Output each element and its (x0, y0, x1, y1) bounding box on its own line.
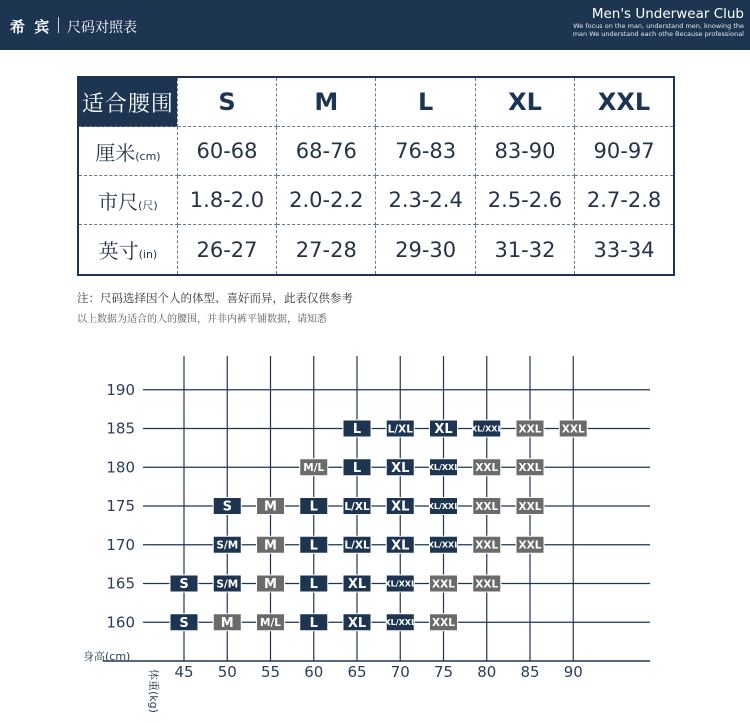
y-tick-label: 160 (106, 613, 135, 632)
size-cell-label: M/L (260, 617, 281, 630)
table-cell: 1.8-2.0 (177, 176, 276, 225)
y-tick-label: 175 (106, 497, 135, 515)
size-cell-label: XXL (475, 500, 499, 513)
size-cell-label: L (309, 577, 318, 593)
table-cell: 31-32 (475, 225, 574, 275)
table-cell: 83-90 (475, 127, 574, 176)
size-cell-label: L/XL (344, 539, 370, 552)
table-cell: 2.3-2.4 (376, 176, 475, 225)
size-cell-label: XL (347, 615, 367, 631)
size-cell-label: S/M (216, 539, 239, 552)
size-cell-label: XL (391, 499, 410, 515)
size-cell-label: L (309, 615, 318, 631)
size-cell-label: XL (434, 422, 453, 438)
table-cell: 68-76 (277, 127, 376, 176)
waist-fit-header: 适合腰围 (78, 77, 177, 127)
y-tick-label: 165 (106, 574, 135, 593)
table-cell: 2.5-2.6 (475, 176, 574, 225)
fit-note: 注：尺码选择因个人的体型、喜好而异，此表仅供参考 (77, 291, 353, 305)
row-unit: (in) (138, 248, 158, 262)
table-cell: 29-30 (376, 225, 475, 275)
x-tick-label: 85 (520, 663, 540, 681)
size-cell-label: XL (347, 577, 367, 593)
size-cell-label: XL (391, 460, 410, 476)
size-cell-label: L (352, 422, 362, 438)
club-name: Men's Underwear Club (591, 6, 744, 22)
size-cell-label: XL/XXL (427, 501, 460, 511)
y-axis-label: 身高(cm) (83, 650, 131, 663)
row-unit: (cm) (135, 149, 161, 163)
size-cell-label: XXL (518, 500, 542, 513)
x-tick-label: 50 (217, 663, 237, 681)
table-cell: 76-83 (376, 127, 475, 176)
size-cell-label: XL/XXL (384, 618, 417, 628)
table-cell: 2.7-2.8 (575, 176, 674, 225)
size-cell-label: XXL (432, 578, 455, 591)
y-tick-label: 180 (106, 458, 135, 477)
row-unit: (尺) (138, 198, 158, 212)
x-tick-label: 45 (174, 663, 194, 681)
size-cell-label: L (352, 460, 362, 476)
size-cell-label: XXL (518, 462, 542, 475)
x-tick-label: 60 (304, 663, 324, 681)
size-cell-label: L (309, 499, 318, 515)
y-tick-label: 185 (106, 419, 135, 438)
x-tick-label: 90 (563, 663, 583, 681)
page-title: 尺码对照表 (67, 20, 137, 36)
size-cell-label: S (222, 499, 232, 515)
size-cell-label: XXL (475, 539, 499, 552)
size-header-m: M (277, 77, 376, 127)
size-cell-label: S/M (216, 578, 239, 591)
table-cell: 60-68 (177, 127, 276, 176)
size-cell-label: S (179, 577, 189, 593)
y-tick-label: 190 (106, 380, 135, 399)
brand-name: 希 宾 (10, 18, 52, 36)
size-header-xl: XL (475, 77, 574, 127)
table-cell: 2.0-2.2 (277, 176, 376, 225)
row-label-text: 厘米 (95, 140, 136, 165)
table-cell: 27-28 (277, 225, 376, 275)
size-header-xxl: XXL (575, 77, 674, 127)
table-cell: 26-27 (177, 225, 276, 275)
size-cell-label: XL/XXL (470, 424, 503, 434)
size-header-s: S (177, 77, 276, 127)
x-tick-label: 65 (347, 663, 367, 681)
size-cell-label: S (179, 615, 189, 631)
size-cell-label: L/XL (387, 423, 413, 436)
size-header-l: L (376, 77, 475, 127)
size-cell-label: XXL (475, 578, 499, 591)
x-tick-label: 75 (433, 663, 454, 681)
size-cell-label: XL/XXL (427, 540, 460, 550)
size-cell-label: M/L (303, 462, 325, 475)
x-tick-label: 70 (390, 663, 410, 681)
x-axis-label: 体重(kg) (147, 669, 160, 713)
size-cell-label: L/XL (344, 500, 370, 513)
x-tick-label: 80 (477, 663, 497, 681)
table-cell: 90-97 (575, 127, 674, 176)
size-cell-label: XL/XXL (384, 579, 417, 589)
size-cell-label: XXL (432, 617, 455, 630)
club-tagline: We focus on the man, understand men, knowing the man We understand each othe Because professional (572, 22, 744, 38)
row-label-text: 英寸 (98, 239, 139, 264)
size-cell-label: XL (391, 538, 410, 554)
size-cell-label: XXL (518, 539, 542, 552)
size-cell-label: XL/XXL (427, 463, 460, 473)
size-cell-label: XXL (475, 462, 499, 475)
measurement-note: 以上数据为适合的人的腰围，并非内裤平铺数据，请知悉 (77, 314, 327, 325)
x-tick-label: 55 (260, 663, 281, 681)
table-cell: 33-34 (575, 225, 674, 275)
size-cell-label: M (264, 577, 277, 593)
size-cell-label: XXL (518, 423, 542, 436)
size-cell-label: M (264, 499, 277, 515)
size-cell-label: M (220, 615, 234, 631)
row-label-text: 市尺 (98, 189, 139, 214)
y-tick-label: 170 (106, 535, 135, 554)
size-cell-label: L (309, 538, 318, 554)
size-cell-label: M (264, 538, 277, 554)
size-cell-label: XXL (561, 423, 585, 436)
